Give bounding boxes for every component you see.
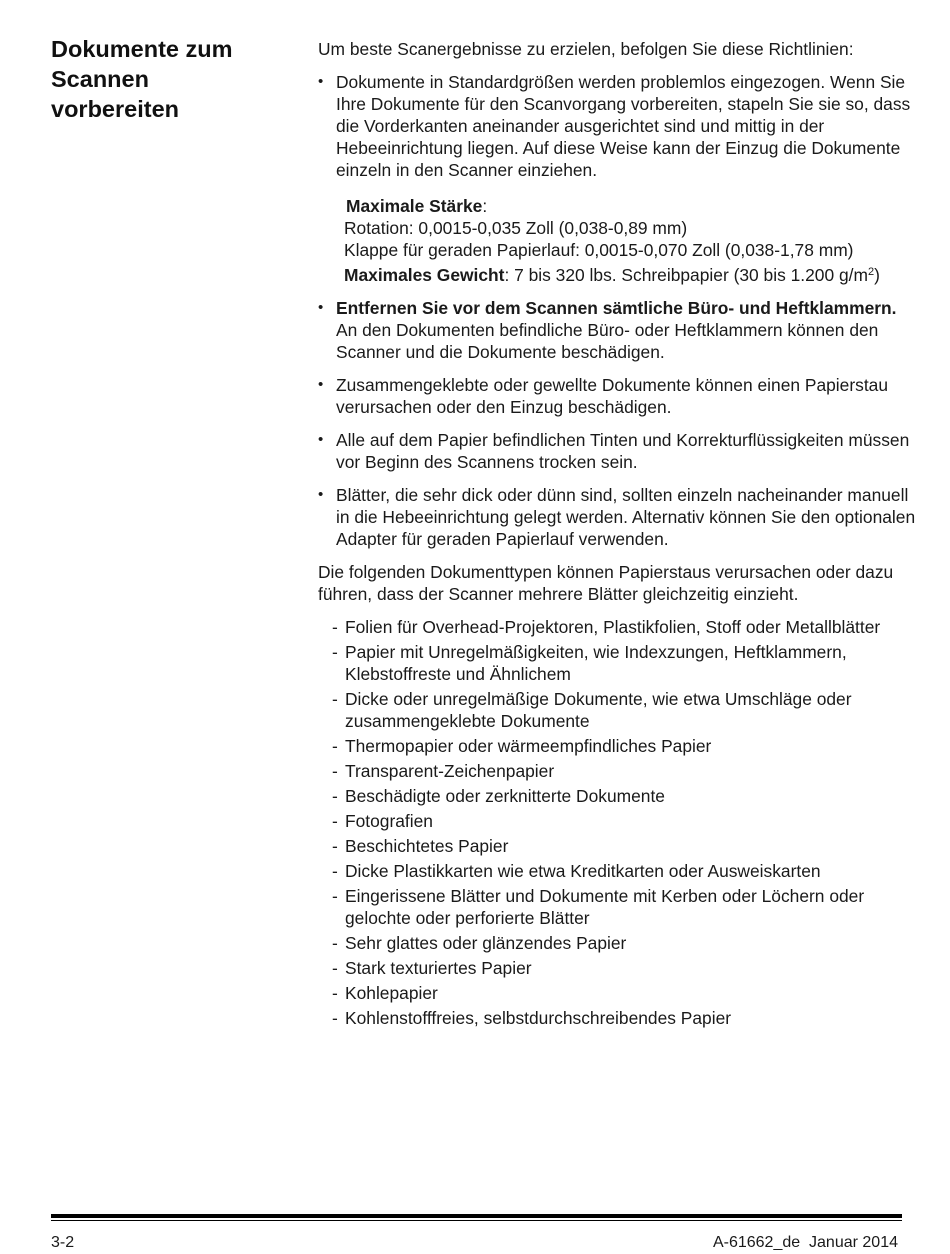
footer-rule-thin (51, 1220, 902, 1221)
thickness-heading (346, 195, 918, 217)
guideline-text: Dokumente in Standardgrößen werden problemlos eingezogen. Wenn Sie Ihre Dokumente für den Scanvorgang vorbereiten, stapeln Sie sie so, dass die Vorderkanten aneinander ausgerichtet sind und mittig in der Hebeeinrichtung liegen. Auf diese Weise kann der Einzug die Dokumente einzeln in den Scanner einziehen. (336, 72, 911, 180)
problem-item: - Fotografien (332, 810, 918, 832)
problem-item: - Transparent-Zeichenpapier (332, 760, 918, 782)
problem-item: - Dicke Plastikkarten wie etwa Kreditkarten oder Ausweiskarten (332, 860, 918, 882)
problem-item: - Sehr glattes oder glänzendes Papier (332, 932, 918, 954)
section-heading (51, 34, 291, 124)
guideline-item (318, 297, 918, 363)
page-number: 3-2 (51, 1234, 75, 1251)
problem-item: - Stark texturiertes Papier (332, 957, 918, 979)
weight-superscript: 2 (867, 266, 875, 278)
problem-item: - Papier mit Unregelmäßigkeiten, wie Indexzungen, Heftklammern, Klebstoffreste und Ähnlichem (332, 641, 918, 685)
intro-paragraph: Um beste Scanergebnisse zu erzielen, befolgen Sie diese Richtlinien: (318, 39, 854, 59)
problem-item: - Dicke oder unregelmäßige Dokumente, wie etwa Umschläge oder zusammengeklebte Dokumente (332, 688, 918, 732)
guideline-list (318, 71, 918, 550)
problem-item: - Kohlenstofffreies, selbstdurchschreibendes Papier (332, 1007, 918, 1029)
thickness-colon: : (482, 196, 488, 216)
straight-path-spec: Klappe für geraden Papierlauf: 0,0015-0,070 Zoll (0,038-1,78 mm) (344, 240, 854, 260)
guideline-item (318, 71, 918, 286)
weight-label: Maximales Gewicht (344, 265, 505, 285)
guideline-bold-text: Entfernen Sie vor dem Scannen sämtliche Büro- und Heftklammern. (336, 298, 897, 318)
problem-item: - Beschädigte oder zerknitterte Dokumente (332, 785, 918, 807)
guideline-item: • Zusammengeklebte oder gewellte Dokumente können einen Papierstau verursachen oder den Einzug beschädigen. (318, 374, 918, 418)
heading-line: Dokumente zum (51, 36, 233, 62)
weight-value: : 7 bis 320 lbs. Schreibpapier (30 bis 1.200 g/m (504, 265, 868, 285)
document-reference: A-61662_de Januar 2014 (712, 1234, 898, 1251)
weight-spec (344, 264, 918, 286)
rotation-spec: Rotation: 0,0015-0,035 Zoll (0,038-0,89 mm) (344, 218, 688, 238)
problem-item: - Folien für Overhead-Projektoren, Plastikfolien, Stoff oder Metallblätter (332, 616, 918, 638)
problem-item: - Kohlepapier (332, 982, 918, 1004)
spec-block (344, 195, 918, 286)
problem-document-list (332, 616, 918, 1029)
problem-item: - Beschichtetes Papier (332, 835, 918, 857)
thickness-label: Maximale Stärke (346, 196, 483, 216)
guideline-item: • Alle auf dem Papier befindlichen Tinten und Korrekturflüssigkeiten müssen vor Beginn des Scannens trocken sein. (318, 429, 918, 473)
main-content (318, 38, 918, 1032)
heading-line: Scannen (51, 66, 149, 92)
guideline-item: • Blätter, die sehr dick oder dünn sind, sollten einzeln nacheinander manuell in die Hebeeinrichtung gelegt werden. Alternativ können Sie den optionalen Adapter für geraden Papierlauf verwenden. (318, 484, 918, 550)
weight-close: ) (874, 265, 880, 285)
footer-rule (51, 1214, 902, 1218)
heading-line: vorbereiten (51, 96, 179, 122)
problem-item: - Eingerissene Blätter und Dokumente mit Kerben oder Löchern oder gelochte oder perforierte Blätter (332, 885, 918, 929)
guideline-text: An den Dokumenten befindliche Büro- oder Heftklammern können den Scanner und die Dokumente beschädigen. (336, 320, 879, 362)
problem-item: - Thermopapier oder wärmeempfindliches Papier (332, 735, 918, 757)
problem-intro: Die folgenden Dokumenttypen können Papierstaus verursachen oder dazu führen, dass der Scanner mehrere Blätter gleichzeitig einzieht. (318, 562, 894, 604)
